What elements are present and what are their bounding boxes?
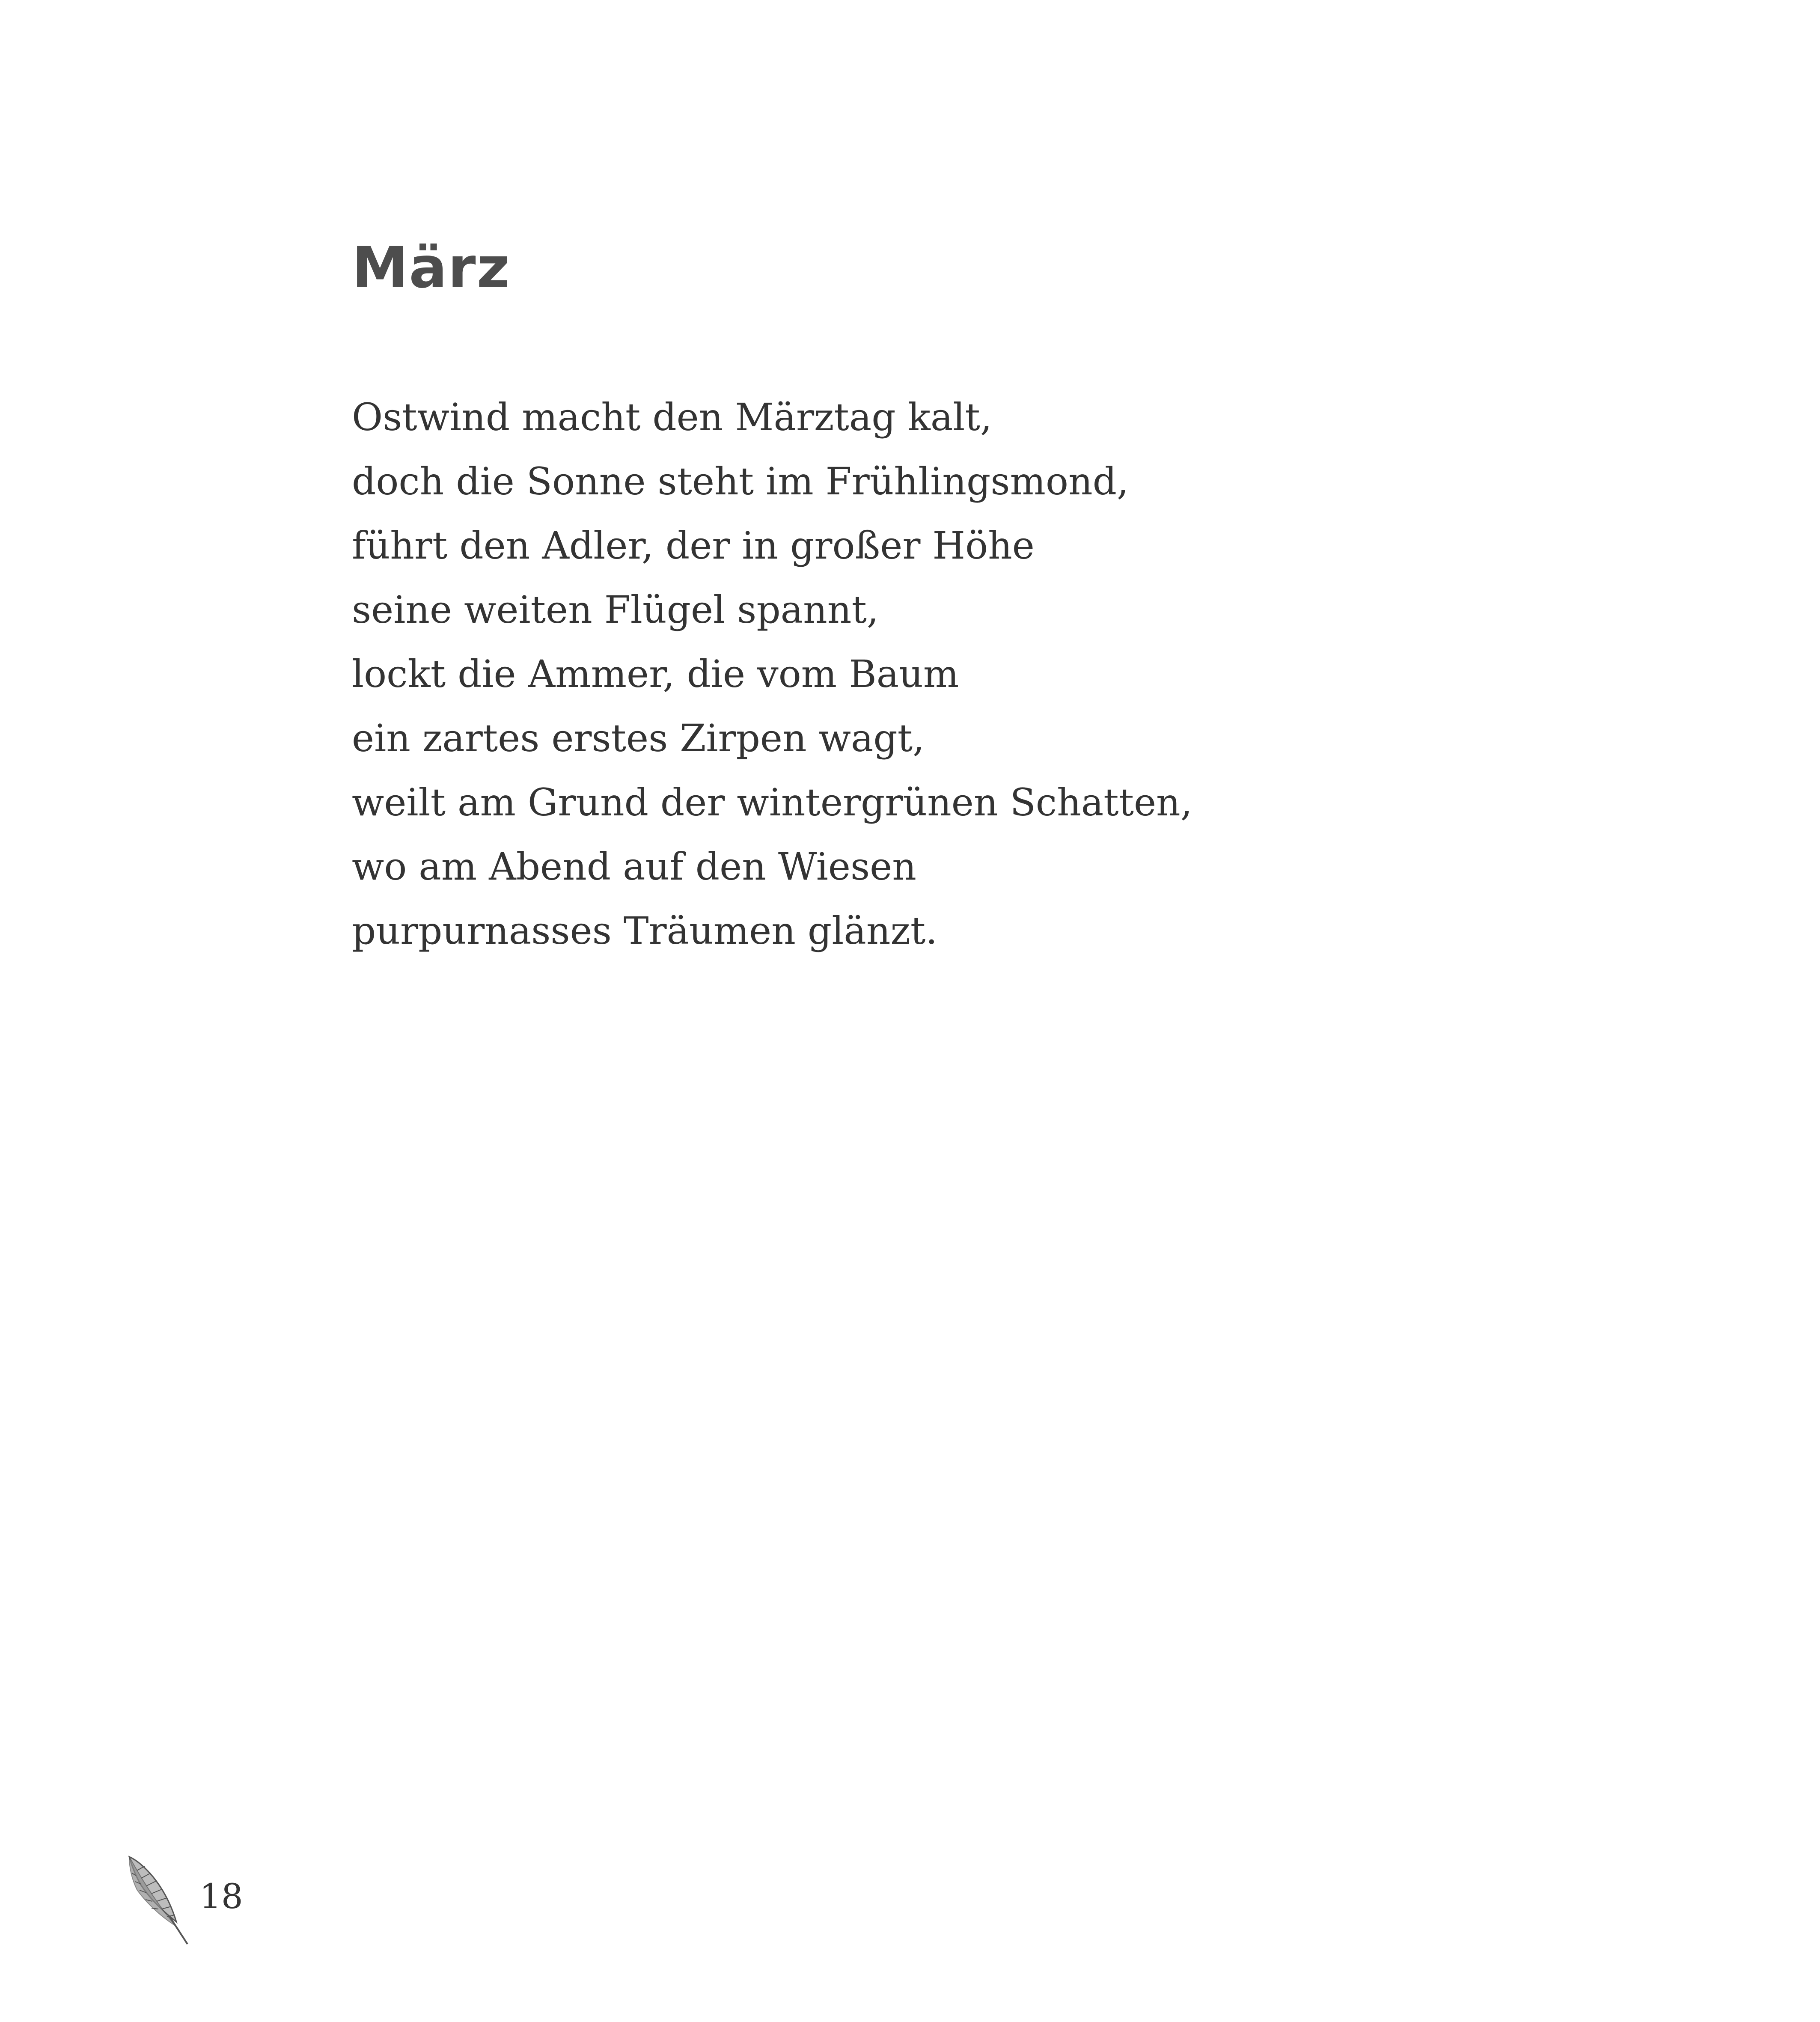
poem-line: weilt am Grund der wintergrünen Schatten, xyxy=(352,780,1193,824)
poem-line: seine weiten Flügel spannt, xyxy=(352,588,879,632)
page-footer xyxy=(124,1853,243,1948)
poem-line: ein zartes erstes Zirpen wagt, xyxy=(352,716,925,760)
page-number: 18 xyxy=(199,1876,243,1916)
poem-line: purpurnasses Träumen glänzt. xyxy=(352,909,938,953)
poem-line: lockt die Ammer, die vom Baum xyxy=(352,652,959,696)
poem-line: führt den Adler, der in großer Höhe xyxy=(352,523,1035,568)
feather-icon xyxy=(124,1853,197,1948)
poem-title: März xyxy=(352,235,511,301)
poem-line: Ostwind macht den Märztag kalt, xyxy=(352,395,992,439)
poem-body xyxy=(352,385,1193,963)
poem-line: doch die Sonne steht im Frühlingsmond, xyxy=(352,459,1129,503)
poem-line: wo am Abend auf den Wiesen xyxy=(352,844,916,889)
